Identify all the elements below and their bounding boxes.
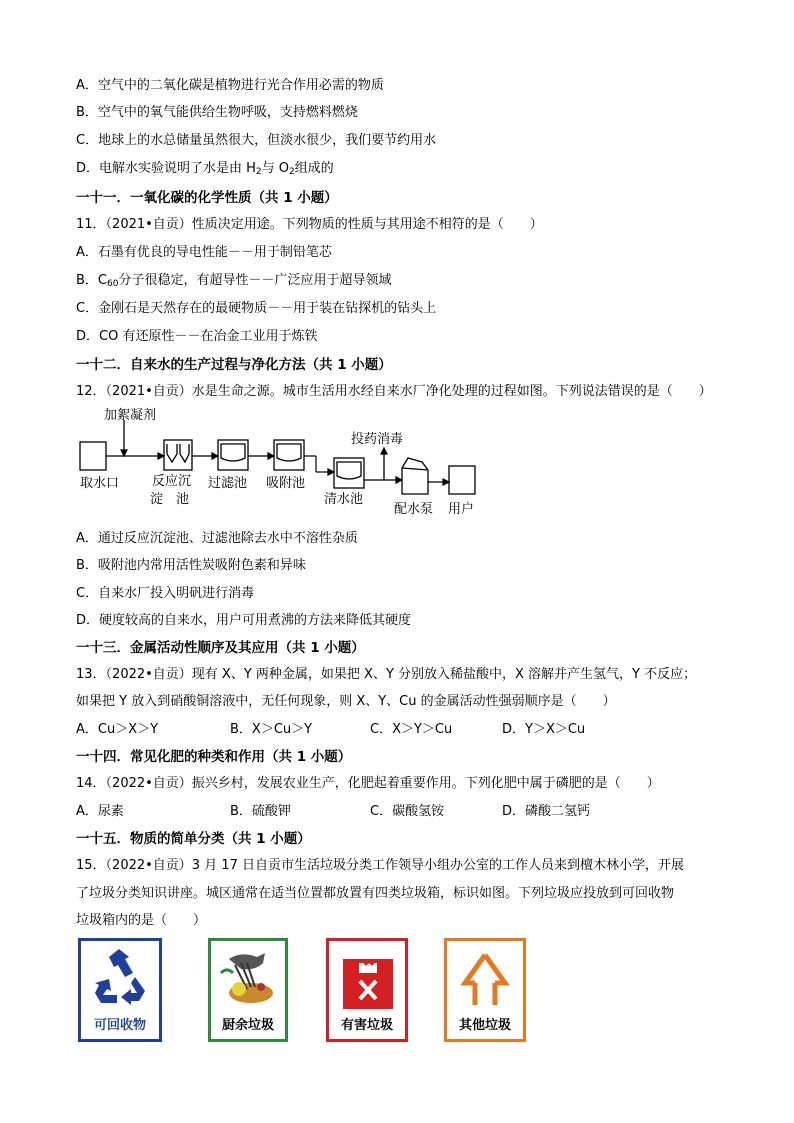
section-heading-11: 一十一．一氧化碳的化学性质（共 1 小题） [76, 190, 338, 206]
question-15-line-1: 15．（2022•自贡）3 月 17 日自贡市生活垃圾分类工作领导小组办公室的工作人员来到檀木林小学，开展 [76, 858, 685, 873]
kitchen-waste-bin-sign [208, 938, 288, 1042]
waste-bin-signs [76, 938, 536, 1044]
water-treatment-diagram [76, 410, 536, 520]
q12-option-a: A．通过反应沉淀池、过滤池除去水中不溶性杂质 [76, 531, 358, 546]
q10-option-a: A．空气中的二氧化碳是植物进行光合作用必需的物质 [76, 78, 384, 93]
user-box [449, 466, 475, 494]
fish-bone-icon [211, 943, 285, 1015]
q11-option-b: B．$C_{60}$分子很稳定，有超导性－－广泛应用于超导领域 [76, 273, 392, 289]
label-pump: 配水泵 [394, 502, 434, 517]
question-13-line-1: 13．（2022•自贡）现有 X、Y 两种金属，如果把 X、Y 分别放入稀盐酸中，X 溶解并产生氢气，Y 不反应； [76, 667, 697, 682]
label-reaction-2: 淀 池 [150, 492, 190, 507]
question-11: 11．（2021•自贡）性质决定用途。下列物质的性质与其用途不相符的是（ ） [76, 217, 543, 232]
q11-option-c: C．金刚石是天然存在的最硬物质－－用于装在钻探机的钻头上 [76, 301, 437, 316]
q12-option-d: D．硬度较高的自来水，用户可用煮沸的方法来降低其硬度 [76, 613, 412, 628]
question-12: 12．（2021•自贡）水是生命之源。城市生活用水经自来水厂净化处理的过程如图。下列说法错误的是（ ） [76, 384, 712, 399]
hazardous-bin-sign [326, 938, 408, 1042]
q14-option-d: D．磷酸二氢钙 [502, 804, 591, 819]
q12-option-c: C．自来水厂投入明矾进行消毒 [76, 586, 255, 601]
label-user: 用户 [448, 502, 475, 517]
q13-option-a: A．Cu＞X＞Y [76, 722, 159, 737]
q11-option-d: D．CO 有还原性－－在冶金工业用于炼铁 [76, 329, 318, 344]
q13-option-c: C．X＞Y＞Cu [370, 722, 453, 737]
label-adsorb: 吸附池 [266, 476, 306, 491]
question-14: 14．（2022•自贡）振兴乡村，发展农业生产，化肥起着重要作用。下列化肥中属于磷肥的是（ ） [76, 776, 660, 791]
hazardous-label: 有害垃圾 [340, 1018, 393, 1033]
q10-option-c: C．地球上的水总储量虽然很大，但淡水很少，我们要节约用水 [76, 133, 437, 148]
pump-shape [402, 458, 428, 494]
question-15-line-3: 垃圾箱内的是（ ） [76, 913, 207, 928]
q14-option-a: A．尿素 [76, 804, 124, 819]
section-heading-15: 一十五．物质的简单分类（共 1 小题） [76, 831, 311, 847]
recycle-icon [81, 943, 159, 1013]
recyclable-label: 可回收物 [93, 1018, 146, 1033]
section-heading-14: 一十四．常见化肥的种类和作用（共 1 小题） [76, 749, 352, 765]
section-heading-12: 一十二．自来水的生产过程与净化方法（共 1 小题） [76, 357, 392, 373]
label-reaction-1: 反应沉 [152, 474, 192, 489]
q14-option-b: B．硫酸钾 [230, 804, 291, 819]
label-coagulant: 加絮凝剂 [104, 408, 157, 423]
q13-option-b: B．X＞Cu＞Y [230, 722, 313, 737]
q10-option-d: D．电解水实验说明了水是由 $H_2$与 $O_2$组成的 [76, 161, 334, 177]
q10-option-b: B．空气中的氧气能供给生物呼吸，支持燃料燃烧 [76, 105, 358, 120]
question-15-line-2: 了垃圾分类知识讲座。城区通常在适当位置都放置有四类垃圾箱，标识如图。下列垃圾应投放到可回收物 [76, 886, 675, 901]
label-intake: 取水口 [80, 476, 120, 491]
hazard-battery-icon [329, 943, 405, 1015]
other-waste-icon [447, 943, 523, 1015]
q13-option-d: D．Y＞X＞Cu [502, 722, 586, 737]
other-waste-bin-sign [444, 938, 526, 1042]
intake-box [80, 442, 106, 470]
label-filter: 过滤池 [208, 476, 248, 491]
question-13-line-2: 如果把 Y 放入到硝酸铜溶液中，无任何现象，则 X、Y、Cu 的金属活动性强弱顺序是（ ） [76, 694, 616, 709]
recyclable-bin-sign [78, 938, 162, 1042]
label-disinfect: 投药消毒 [351, 432, 404, 447]
kitchen-waste-label: 厨余垃圾 [221, 1018, 274, 1033]
label-clear: 清水池 [324, 492, 364, 507]
q12-option-b: B．吸附池内常用活性炭吸附色素和异味 [76, 558, 306, 573]
section-heading-13: 一十三．金属活动性顺序及其应用（共 1 小题） [76, 640, 365, 656]
other-waste-label: 其他垃圾 [458, 1018, 511, 1033]
q11-option-a: A．石墨有优良的导电性能－－用于制铅笔芯 [76, 245, 332, 260]
q14-option-c: C．碳酸氢铵 [370, 804, 445, 819]
